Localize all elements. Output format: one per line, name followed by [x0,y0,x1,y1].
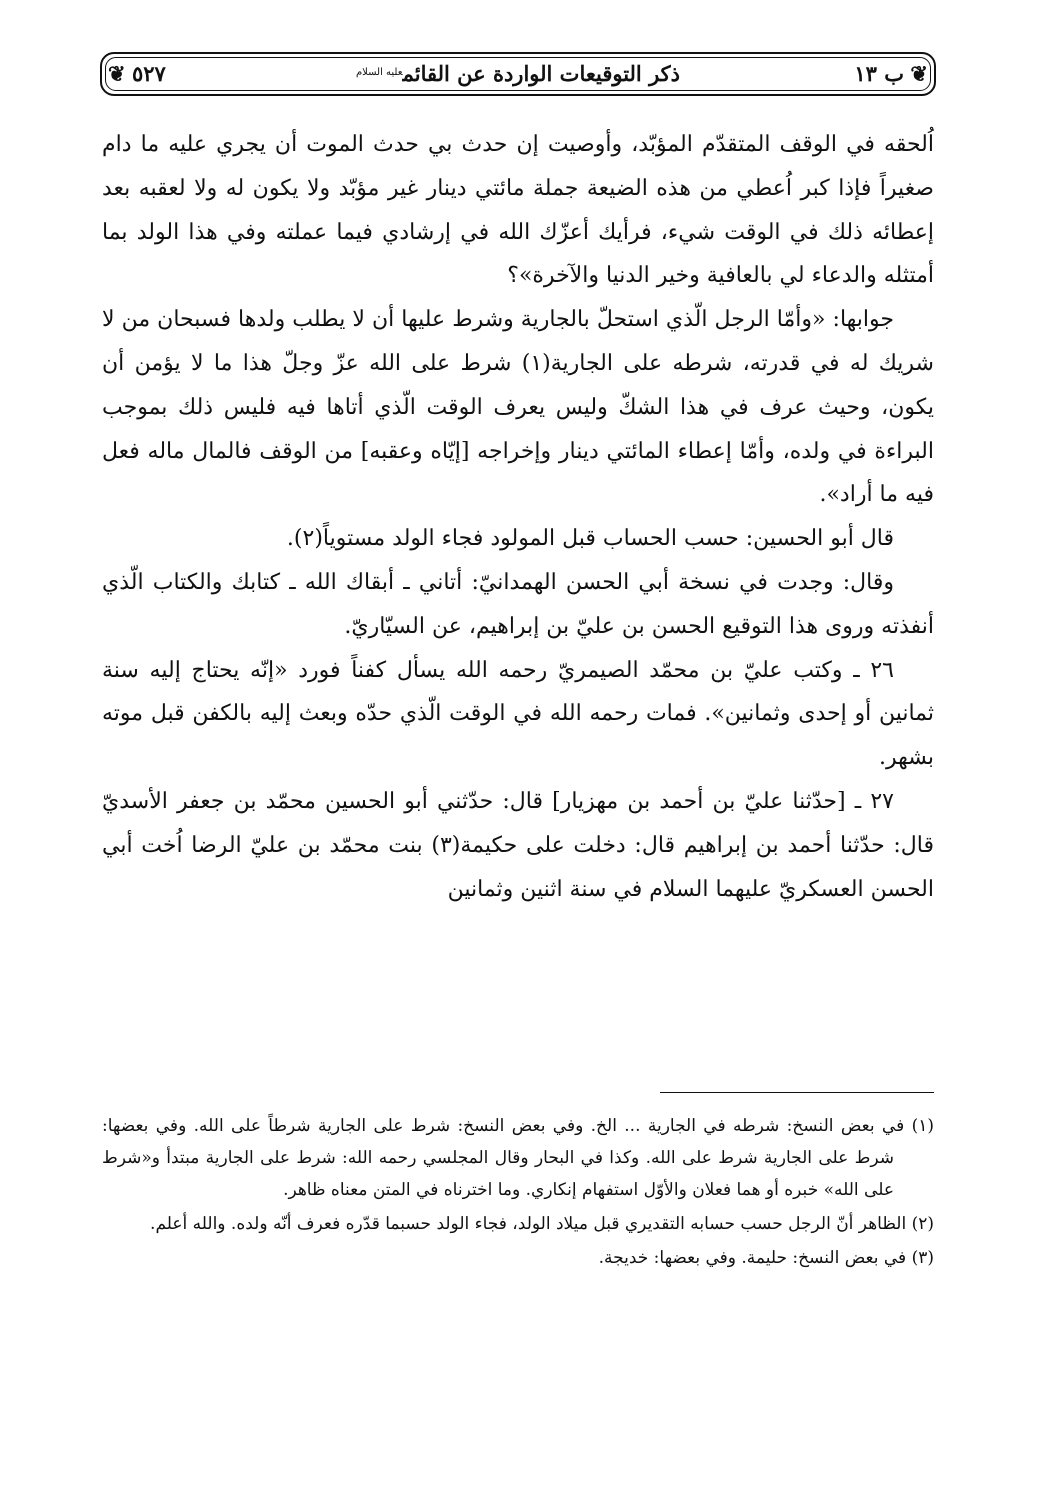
running-title-text: ذكر التوقيعات الواردة عن القائم [402,61,681,86]
paragraph-4: وقال: وجدت في نسخة أبي الحسن الهمدانيّ: أتاني ـ أبقاك الله ـ كتابك والكتاب الّذي أنفذته وروى هذا التوقيع الحسن بن عليّ بن إبراهيم، عن السيّاريّ. [102,569,934,639]
honorific: عليه السلام [355,67,403,78]
page-number: ٥٢٧ [132,61,166,86]
paragraph-5: ٢٦ ـ وكتب عليّ بن محمّد الصيمريّ رحمه الله يسأل كفناً فورد «إنّه يحتاج إليه سنة ثمانين أو إحدى وثمانين». فمات رحمه الله في الوقت الّذي حدّه وبعث إليه بالكفن قبل موته بشهر. [102,657,934,771]
paragraph-6: ٢٧ ـ [حدّثنا عليّ بن أحمد بن مهزيار] قال: حدّثني أبو الحسين محمّد بن جعفر الأسديّ قال: حدّثنا أحمد بن إبراهيم قال: دخلت على حكيمة(٣) بنت محمّد بن عليّ الرضا اُخت أبي الحسن العسكريّ عليهما السلام في سنة اثنين وثمانين [102,788,934,902]
footnote-1: (١) في بعض النسخ: شرطه في الجارية ... الخ. وفي بعض النسخ: شرط على الجارية شرطاً على الله. وفي بعضها: شرط على الجارية شرط على الله. وكذا في البحار وقال المجلسي رحمه الله: شرط على الجارية مبتدأ و«شرط على الله» خبره أو هما فعلان والأوّل استفهام إنكاري. وما اخترناه في المتن معناه ظاهر. [102,1116,934,1200]
ornament-icon: ❦ [108,61,126,86]
page-header [100,52,936,96]
ornament-icon: ❦ [910,61,928,86]
running-title [102,58,934,95]
footnote-divider [660,1092,934,1093]
footnote-2: (٢) الظاهر أنّ الرجل حسب حسابه التقديري قبل ميلاد الولد، فجاء الولد حسبما قدّره فعرف أنّه ولده. والله أعلم. [150,1214,934,1234]
paragraph-2: جوابها: «وأمّا الرجل الّذي استحلّ بالجارية وشرط عليها أن لا يطلب ولدها فسبحان من لا شريك له في قدرته، شرطه على الجارية(١) شرط على الله عزّ وجلّ هذا ما لا يؤمن أن يكون، وحيث عرف في هذا الشكّ وليس يعرف الوقت الّذي أتاها فيه فليس ذلك بموجب البراءة في ولده، وأمّا إعطاء المائتي دينار وإخراجه [إيّاه وعقبه] من الوقف فالمال ماله فعل فيه ما أراد». [102,307,934,508]
footnotes [102,1110,934,1276]
footnote-3: (٣) في بعض النسخ: حليمة. وفي بعضها: خديجة. [598,1248,934,1268]
paragraph-3: قال أبو الحسين: حسب الحساب قبل المولود فجاء الولد مستوياً(٢). [286,526,894,552]
section-label: ب ١٣ [854,61,904,86]
paragraph-1: اُلحقه في الوقف المتقدّم المؤبّد، وأوصيت إن حدث بي حدث الموت أن يجري عليه ما دام صغيراً فإذا كبر اُعطي من هذه الضيعة جملة مائتي دينار غير مؤبّد ولا يكون له ولا لعقبه بعد إعطائه ذلك في الوقت شيء، فرأيك أعزّك الله في إرشادي فيما عملته وفي هذا الولد بما أمتثله والدعاء لي بالعافية وخير الدنيا والآخرة»؟ [102,132,934,289]
main-text [102,123,934,911]
